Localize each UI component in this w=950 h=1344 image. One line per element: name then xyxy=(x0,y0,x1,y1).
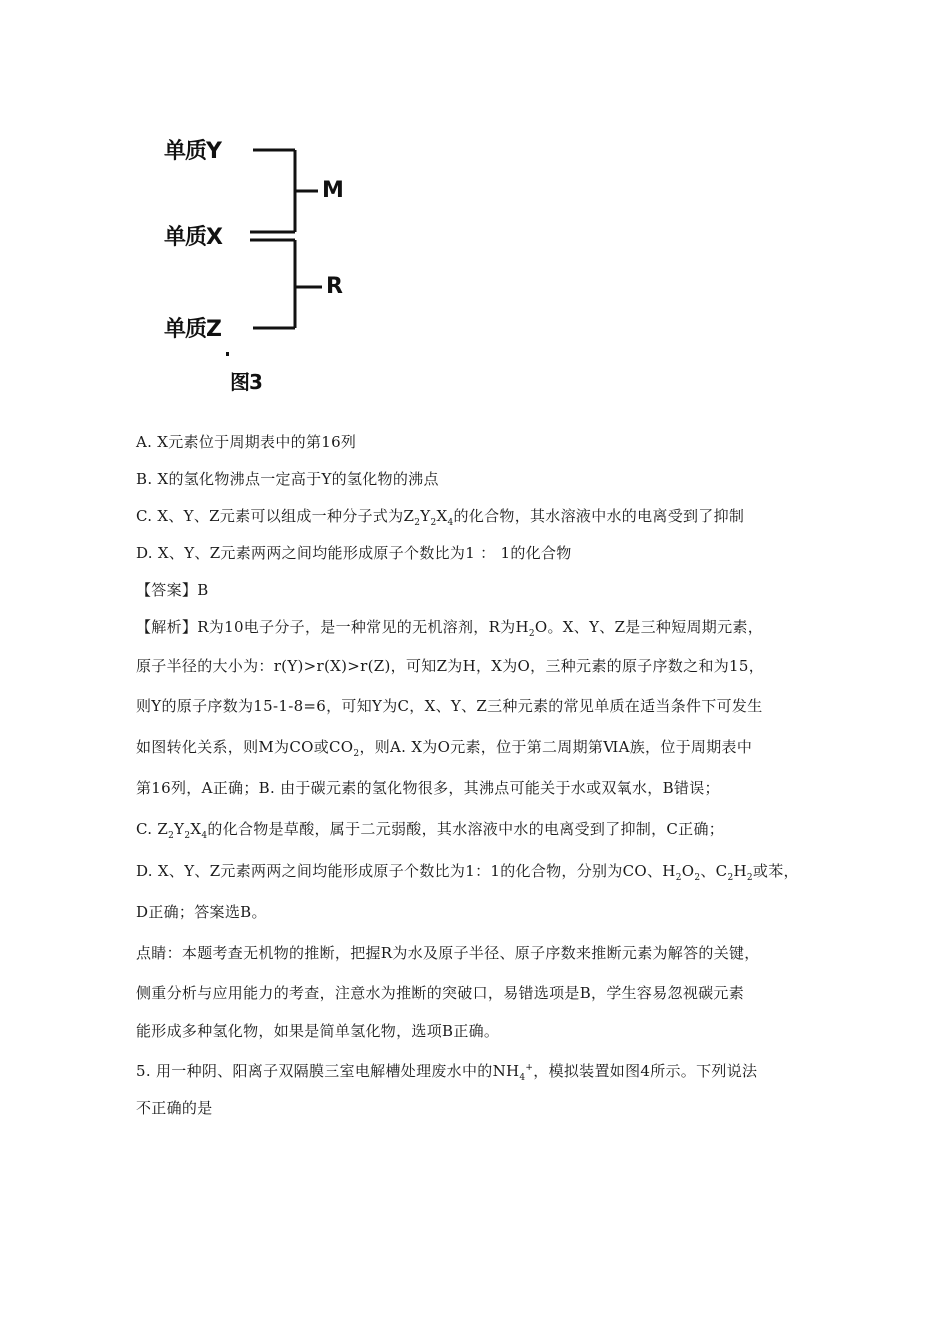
q5-text-2: ，模拟装置如图4所示。下列说法 xyxy=(533,1062,758,1080)
option-a: A. X元素位于周期表中的第16列 xyxy=(136,433,357,451)
analysis-l7-sub-3: 2 xyxy=(727,873,734,883)
question-5-line-2: 不正确的是 xyxy=(136,1099,213,1117)
analysis-l7-sub-1: 2 xyxy=(675,873,682,883)
analysis-line-8: D正确；答案选B。 xyxy=(136,903,267,921)
option-c-text-4: 的化合物，其水溶液中水的电离受到了抑制 xyxy=(453,507,745,525)
analysis-l1-text-1: 【解析】R为10电子分子，是一种常见的无机溶剂，R为H xyxy=(136,618,529,636)
analysis-line-7 xyxy=(136,861,799,888)
analysis-l1-sub: 2 xyxy=(528,629,535,639)
option-b: B. X的氢化物沸点一定高于Y的氢化物的沸点 xyxy=(136,470,439,488)
figure-3-diagram xyxy=(150,120,370,405)
comment-line-2: 侧重分析与应用能力的考查，注意水为推断的突破口，易错选项是B，学生容易忽视碳元素 xyxy=(136,984,745,1002)
option-c xyxy=(136,506,744,533)
analysis-l6-sub-1: 2 xyxy=(168,831,175,841)
analysis-l7-text-2: O xyxy=(681,862,695,880)
comment-line-1: 点睛：本题考查无机物的推断，把握R为水及原子半径、原子序数来推断元素为解答的关键， xyxy=(136,944,760,962)
analysis-line-6 xyxy=(136,819,724,846)
q5-sup: + xyxy=(525,1063,534,1073)
option-c-text-1: C. X、Y、Z元素可以组成一种分子式为Z xyxy=(136,507,415,525)
analysis-l6-text-1: C. Z xyxy=(136,820,169,838)
option-c-text-2: Y xyxy=(420,507,431,525)
analysis-l7-text-4: H xyxy=(733,862,747,880)
label-m: M xyxy=(322,178,343,203)
figure-caption: 图3 xyxy=(230,370,262,394)
label-r: R xyxy=(326,274,342,299)
analysis-l7-sub-2: 2 xyxy=(694,873,701,883)
option-c-sub-1: 2 xyxy=(414,518,421,528)
analysis-l6-text-3: X xyxy=(190,820,202,838)
analysis-l6-text-4: 的化合物是草酸，属于二元弱酸，其水溶液中水的电离受到了抑制，C正确； xyxy=(207,820,725,838)
analysis-l7-text-1: D. X、Y、Z元素两两之间均能形成原子个数比为1：1的化合物，分别为CO、H xyxy=(136,862,676,880)
label-element-x: 单质X xyxy=(164,225,222,250)
analysis-l7-text-3: 、C xyxy=(700,862,728,880)
q5-sub: 4 xyxy=(519,1073,526,1083)
analysis-l7-text-5: 或苯， xyxy=(752,862,799,880)
question-5-line-1 xyxy=(136,1058,757,1088)
analysis-l6-sub-2: 2 xyxy=(184,831,191,841)
analysis-line-2: 原子半径的大小为：r(Y)>r(X)>r(Z)，可知Z为H，X为O，三种元素的原子序数之和为15， xyxy=(136,657,765,675)
analysis-l1-text-2: O。X、Y、Z是三种短周期元素， xyxy=(534,618,763,636)
analysis-l4-text-1: 如图转化关系，则M为CO或CO xyxy=(136,738,354,756)
analysis-line-4 xyxy=(136,737,752,764)
label-element-y: 单质Y xyxy=(164,139,221,164)
analysis-line-1 xyxy=(136,617,763,644)
comment-line-3: 能形成多种氢化物，如果是简单氢化物，选项B正确。 xyxy=(136,1022,500,1040)
option-c-sub-3: 4 xyxy=(447,518,454,528)
answer: 【答案】B xyxy=(136,581,209,599)
option-c-text-3: X xyxy=(436,507,448,525)
analysis-l4-text-2: ，则A. X为O元素，位于第二周期第ⅥA族，位于周期表中 xyxy=(359,738,753,756)
label-element-z: 单质Z xyxy=(164,317,221,342)
analysis-l7-sub-4: 2 xyxy=(746,873,753,883)
option-c-sub-2: 2 xyxy=(430,518,437,528)
analysis-line-5: 第16列，A正确；B. 由于碳元素的氢化物很多，其沸点可能关于水或双氧水，B错误； xyxy=(136,779,720,797)
analysis-l6-sub-3: 4 xyxy=(201,831,208,841)
q5-text-1: 5. 用一种阴、阳离子双隔膜三室电解槽处理废水中的NH xyxy=(136,1062,520,1080)
analysis-l6-text-2: Y xyxy=(174,820,185,838)
analysis-line-3: 则Y的原子序数为15-1-8=6，可知Y为C，X、Y、Z三种元素的常见单质在适当条件下可发生 xyxy=(136,697,763,715)
option-d: D. X、Y、Z元素两两之间均能形成原子个数比为1 ： 1的化合物 xyxy=(136,544,572,562)
analysis-l4-sub: 2 xyxy=(353,749,360,759)
